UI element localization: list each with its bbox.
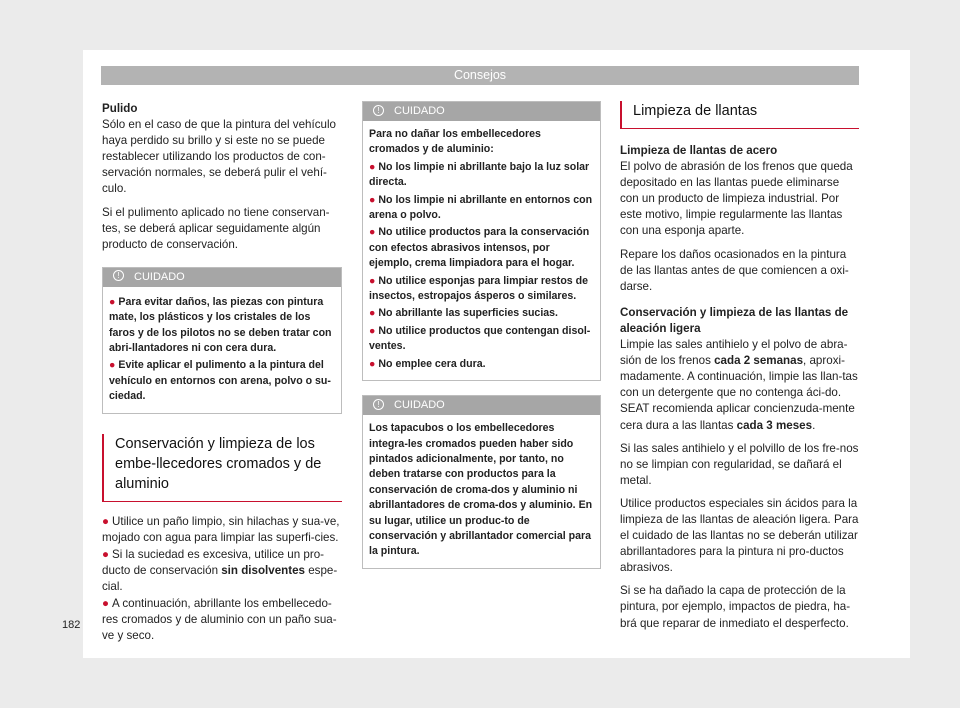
bullet-icon: ● (102, 514, 110, 528)
text-bold: cada 2 semanas (714, 354, 804, 368)
list-item (102, 596, 342, 644)
column-left (102, 101, 342, 645)
caution-header (103, 268, 341, 287)
text-run: , aproxi-madamente. A continuación, limpie las llan-tas con un detergente que no contenga áci-do. SEAT recomienda aplicar concienzuda-mente cera dura a las llantas (620, 354, 858, 432)
caution-label: CUIDADO (134, 270, 185, 283)
caution-item (369, 274, 594, 305)
subheading: Conservación y limpieza de las llantas de aleación ligera (620, 305, 849, 335)
bullet-icon: ● (369, 307, 376, 320)
caution-item-text: No utilice productos que contengan disol-ventes. (369, 324, 591, 353)
caution-body (363, 121, 600, 380)
caution-item-text: No utilice esponjas para limpiar restos de insectos, estropajos ásperos o similares. (369, 274, 588, 303)
bullet-icon: ● (109, 295, 116, 308)
text-run: Limpie las sales antihielo y el polvo de abra-sión de los frenos (620, 338, 848, 368)
list-item (102, 514, 342, 546)
caution-intro: Para no dañar los embellecedores cromados y de aluminio: (369, 128, 541, 156)
list-item-bold: sin disolventes (221, 563, 305, 577)
list-item-text: espe-cial. (102, 563, 338, 594)
bullet-icon: ● (369, 324, 376, 337)
caution-item-text: No los limpie ni abrillante en entornos con arena o polvo. (369, 193, 593, 222)
page-header: Consejos (101, 66, 859, 85)
warning-circle-icon: ! (113, 270, 124, 281)
paragraph: Si se ha dañado la capa de protección de la pintura, por ejemplo, impactos de piedra, ha-brá que reparar de inmediato el desperfecto. (620, 584, 851, 630)
bullet-icon: ● (369, 193, 376, 206)
bullet-icon: ● (102, 547, 110, 561)
warning-circle-icon: ! (373, 105, 384, 116)
list-item (102, 547, 342, 595)
bullet-icon: ● (369, 226, 376, 239)
text-run: . (812, 418, 816, 432)
caution-item (369, 357, 594, 372)
caution-box (102, 267, 342, 414)
caution-item (369, 160, 594, 191)
caution-box (362, 395, 601, 569)
caution-label: CUIDADO (394, 399, 445, 412)
caution-body (363, 415, 600, 568)
paragraph: Utilice productos especiales sin ácidos para la limpieza de las llantas de aleación ligera. Para el cuidado de las llantas no se deberán utilizar abrillantadores para la pintura ni pro-ductos abrasivos. (620, 496, 859, 575)
caution-item-text: No los limpie ni abrillante bajo la luz solar directa. (369, 160, 590, 189)
caution-item-text: No emplee cera dura. (378, 357, 486, 370)
column-middle (362, 101, 601, 583)
caution-item (369, 193, 594, 224)
caution-body (103, 287, 341, 413)
section-title: Conservación y limpieza de los embe-llecedores cromados y de aluminio (102, 434, 342, 502)
bullet-icon: ● (109, 359, 116, 372)
caution-item-text: Evite aplicar el pulimento a la pintura del vehículo en entornos con arena, polvo o su-ciedad. (109, 359, 331, 403)
list-item-text: Si la suciedad es excesiva, utilice un pro-ducto de conservación (102, 547, 325, 577)
bullet-icon: ● (369, 274, 376, 287)
caution-text: Los tapacubos o los embellecedores integra-les cromados pueden haber sido pintados adicionalmente, por tanto, no deben tratarse con productos para la conservación de croma-dos y aluminio ni abrillantadores de croma-dos y aluminio. En su lugar, utilice un produc-to de conservación y abrillantador comercial para la pintura. (369, 422, 593, 558)
caution-header (363, 102, 600, 121)
bullet-icon: ● (369, 160, 376, 173)
text-bold: cada 3 meses (736, 418, 813, 432)
column-right (620, 101, 859, 639)
subheading: Limpieza de llantas de acero (620, 144, 778, 157)
paragraph: El polvo de abrasión de los frenos que queda depositado en las llantas puede eliminarse con un producto de limpieza industrial. Por este motivo, limpie regularmente las llantas con una esponja aparte. (620, 160, 853, 238)
paragraph: Repare los daños ocasionados en la pintura de las llantas antes de que comiencen a oxi-darse. (620, 247, 849, 293)
warning-circle-icon: ! (373, 399, 384, 410)
list-item-text: A continuación, abrillante los embellecedo-res cromados y de aluminio con un paño sua-ve y seco. (102, 597, 337, 643)
list-item-text: Utilice un paño limpio, sin hilachas y sua-ve, mojado con agua para limpiar las superfi-cies. (102, 514, 340, 544)
caution-item-text: No abrillante las superficies sucias. (378, 307, 558, 320)
caution-item (369, 306, 594, 321)
bullet-icon: ● (369, 357, 376, 370)
caution-item (369, 225, 594, 271)
paragraph (620, 337, 859, 434)
caution-item-text: Para evitar daños, las piezas con pintura mate, los plásticos y los cristales de los faros y de los pilotos no se deben tratar con abri-llantadores ni con cera dura. (109, 295, 332, 355)
paragraph: Sólo en el caso de que la pintura del vehículo haya perdido su brillo y si este no se puede restablecer utilizando los productos de con-servación normales, se deberá pulir el vehí-culo. (102, 118, 336, 196)
caution-label: CUIDADO (394, 105, 445, 117)
caution-item (369, 324, 594, 355)
caution-item (109, 358, 335, 404)
section-title: Limpieza de llantas (620, 101, 859, 129)
paragraph: Si el pulimento aplicado no tiene conservan-tes, se deberá aplicar seguidamente algún producto de conservación. (102, 205, 330, 251)
heading-pulido: Pulido (102, 102, 138, 115)
caution-item (109, 295, 335, 357)
caution-item-text: No utilice productos para la conservación con efectos abrasivos intensos, por ejemplo, crema limpiadora para el hogar. (369, 226, 590, 270)
bullet-icon: ● (102, 597, 110, 611)
paragraph: Si las sales antihielo y el polvillo de los fre-nos no se limpian con regularidad, se dañará el metal. (620, 441, 859, 487)
page-number: 182 (62, 619, 81, 631)
caution-header (363, 396, 600, 415)
caution-box (362, 101, 601, 381)
